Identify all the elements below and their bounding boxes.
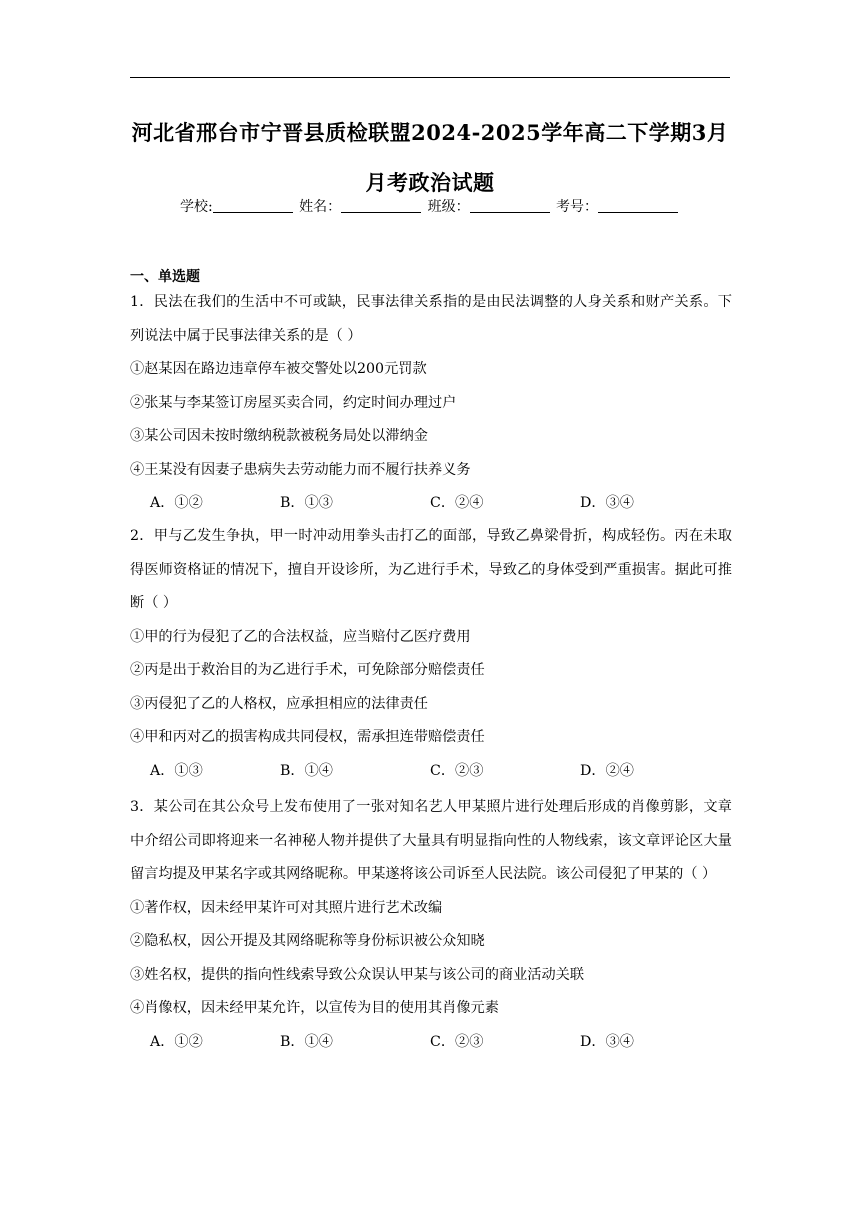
option-d[interactable]: D．③④: [580, 1033, 634, 1050]
exam-title: [120, 108, 740, 208]
header-rule: [130, 77, 730, 78]
statement-3: ③某公司因未按时缴纳税款被税务局处以滞纳金: [130, 428, 428, 444]
exam-title-line-1: 河北省邢台市宁晋县质检联盟2024-2025学年高二下学期3月: [131, 120, 729, 145]
question-stem: 1．民法在我们的生活中不可或缺，民事法律关系指的是由民法调整的人身关系和财产关系。下列说法中属于民事法律关系的是（ ）: [130, 294, 732, 344]
class-label: 班级：: [427, 199, 470, 215]
school-label: 学校:: [179, 199, 213, 215]
statement-4: ④肖像权，因未经甲某允许，以宣传为目的使用其肖像元素: [130, 1000, 499, 1016]
option-a[interactable]: A．①②: [150, 495, 203, 511]
statement-2: ②隐私权，因公开提及其网络昵称等身份标识被公众知晓: [130, 933, 485, 949]
question-3: [130, 791, 732, 1059]
options-row: [130, 755, 732, 788]
option-b[interactable]: B．①③: [280, 495, 333, 511]
options-row: [130, 1026, 732, 1059]
option-b[interactable]: B．①④: [280, 762, 333, 779]
option-c[interactable]: C．②④: [430, 495, 484, 511]
exam-number-blank[interactable]: [598, 198, 678, 213]
class-blank[interactable]: [470, 198, 550, 213]
statement-4: ④甲和丙对乙的损害构成共同侵权，需承担连带赔偿责任: [130, 729, 485, 745]
statement-4: ④王某没有因妻子患病失去劳动能力而不履行扶养义务: [130, 461, 471, 478]
name-label: 姓名：: [299, 199, 342, 215]
statement-1: ①赵某因在路边违章停车被交警处以200元罚款: [130, 361, 427, 377]
question-2: [130, 520, 732, 788]
statement-3: ③姓名权，提供的指向性线索导致公众误认甲某与该公司的商业活动关联: [130, 966, 585, 983]
statement-3: ③丙侵犯了乙的人格权，应承担相应的法律责任: [130, 695, 428, 712]
question-stem: 2．甲与乙发生争执，甲一时冲动用拳头击打乙的面部，导致乙鼻梁骨折，构成轻伤。丙在未取得医师资格证的情况下，擅自开设诊所，为乙进行手术，导致乙的身体受到严重损害。据此可推断（ ）: [130, 528, 732, 611]
student-info-line: [130, 196, 730, 216]
statement-2: ②张某与李某签订房屋买卖合同，约定时间办理过户: [130, 394, 457, 411]
option-a[interactable]: A．①②: [150, 1033, 203, 1050]
statement-1: ①著作权，因未经甲某许可对其照片进行艺术改编: [130, 899, 443, 916]
question-stem: 3．某公司在其公众号上发布使用了一张对知名艺人甲某照片进行处理后形成的肖像剪影，文章中介绍公司即将迎来一名神秘人物并提供了大量具有明显指向性的人物线索，该文章评论区大量留言均提及甲某名字或其网络昵称。甲某遂将该公司诉至人民法院。该公司侵犯了甲某的（ ）: [130, 799, 732, 882]
option-d[interactable]: D．③④: [580, 495, 634, 511]
statement-2: ②丙是出于救治目的为乙进行手术，可免除部分赔偿责任: [130, 662, 485, 678]
question-1: [130, 286, 732, 520]
exam-number-label: 考号：: [556, 199, 599, 215]
option-a[interactable]: A．①③: [150, 762, 203, 779]
statement-1: ①甲的行为侵犯了乙的合法权益，应当赔付乙医疗费用: [130, 628, 471, 645]
exam-title-line-2: 月考政治试题: [365, 170, 495, 195]
option-c[interactable]: C．②③: [430, 1033, 484, 1050]
option-b[interactable]: B．①④: [280, 1033, 333, 1050]
name-blank[interactable]: [341, 198, 421, 213]
school-blank[interactable]: [213, 198, 293, 213]
option-c[interactable]: C．②③: [430, 762, 484, 779]
options-row: [130, 487, 732, 520]
option-d[interactable]: D．②④: [580, 762, 634, 779]
section-heading: 一、单选题: [130, 269, 200, 285]
